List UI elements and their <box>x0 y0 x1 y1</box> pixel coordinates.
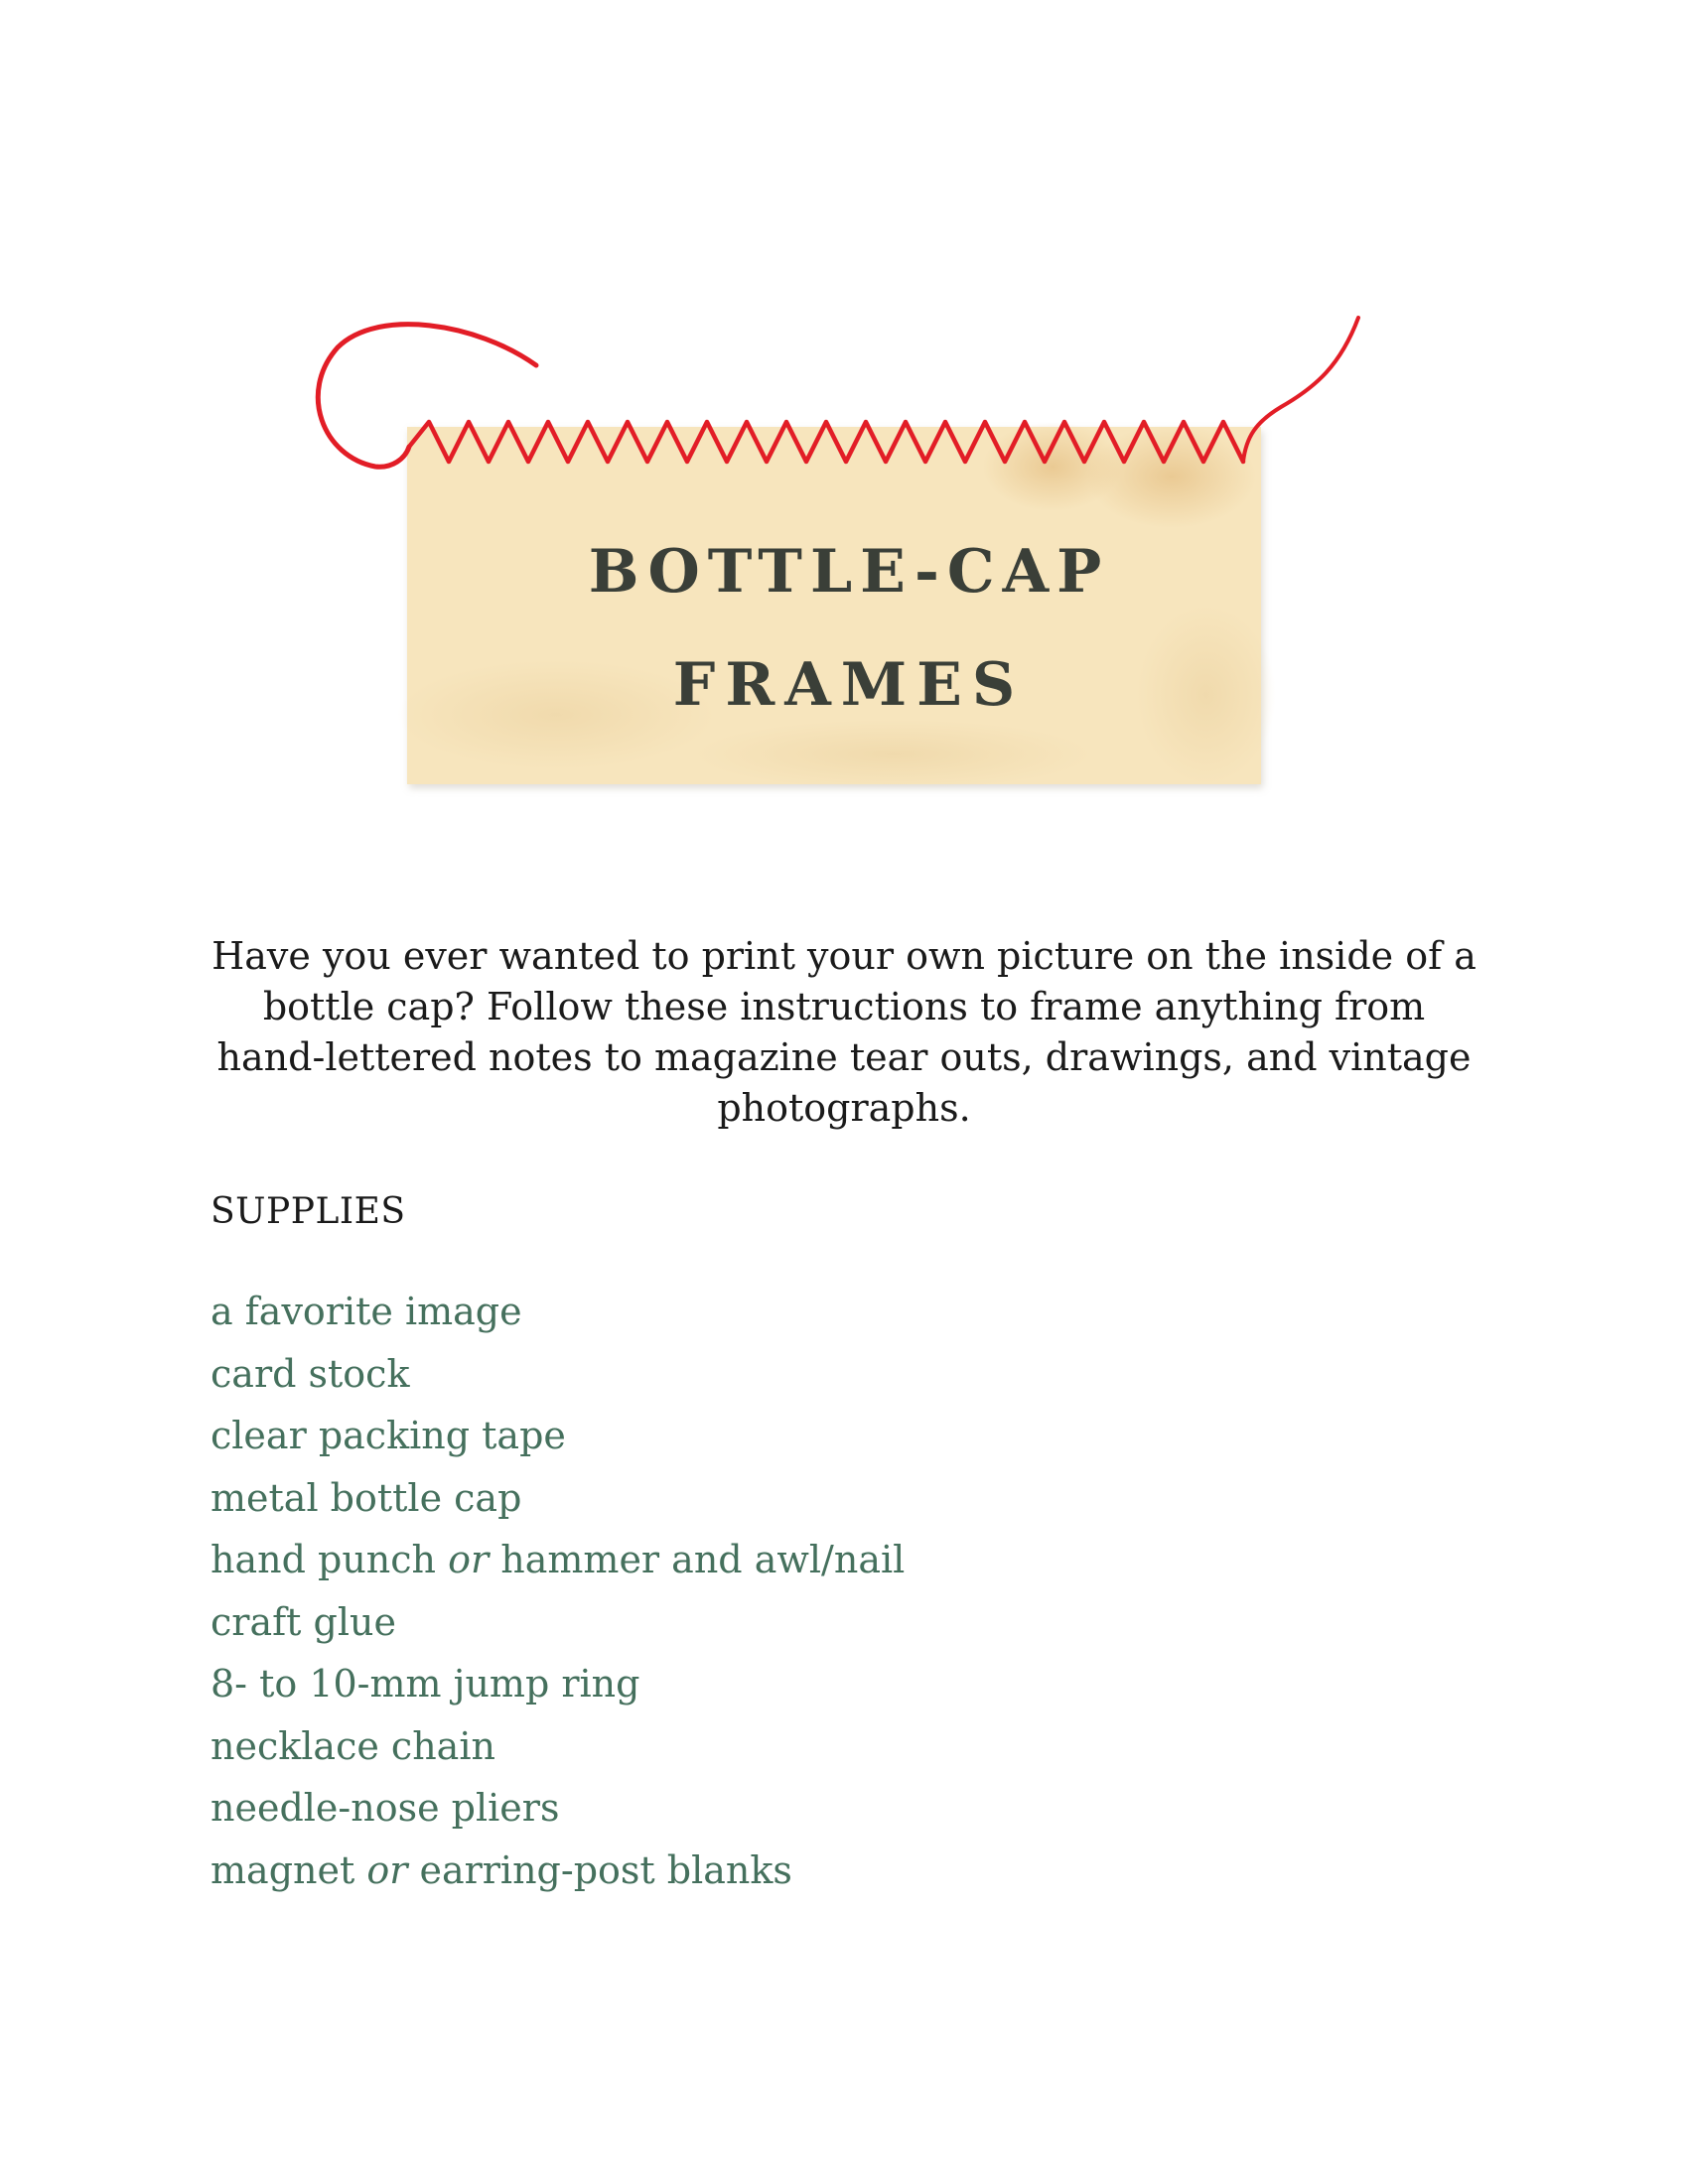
supply-item: necklace chain <box>211 1723 495 1768</box>
title-tag-graphic <box>308 298 1380 804</box>
supply-item: needle-nose pliers <box>211 1786 560 1830</box>
supply-item: a favorite image <box>211 1290 522 1333</box>
supply-item: 8- to 10-mm jump ring <box>211 1662 640 1706</box>
supply-item: craft glue <box>211 1599 396 1644</box>
intro-paragraph: Have you ever wanted to print your own picture on the inside of a bottle cap? Follow these instructions to frame anything from hand-lettered notes to magazine tear outs, drawings, and vintage photographs. <box>211 934 1477 1130</box>
supply-item <box>211 1840 905 1902</box>
supplies-heading: SUPPLIES <box>211 1191 406 1232</box>
supply-item-text: hand punch <box>211 1538 449 1581</box>
supply-item <box>211 1529 905 1591</box>
supply-item-emphasis: or <box>448 1538 490 1581</box>
supply-item-text: earring-post blanks <box>407 1847 792 1892</box>
title-line-1: BOTTLE-CAP <box>588 537 1110 607</box>
supply-item: metal bottle cap <box>211 1475 522 1520</box>
supply-item-emphasis: or <box>366 1847 408 1892</box>
supply-item: clear packing tape <box>211 1414 566 1457</box>
supply-item-text: magnet <box>211 1847 367 1892</box>
supply-item-text: hammer and awl/nail <box>489 1538 906 1581</box>
supply-item: card stock <box>211 1351 410 1396</box>
title-line-2: FRAMES <box>672 650 1026 720</box>
supplies-list <box>211 1281 905 1901</box>
